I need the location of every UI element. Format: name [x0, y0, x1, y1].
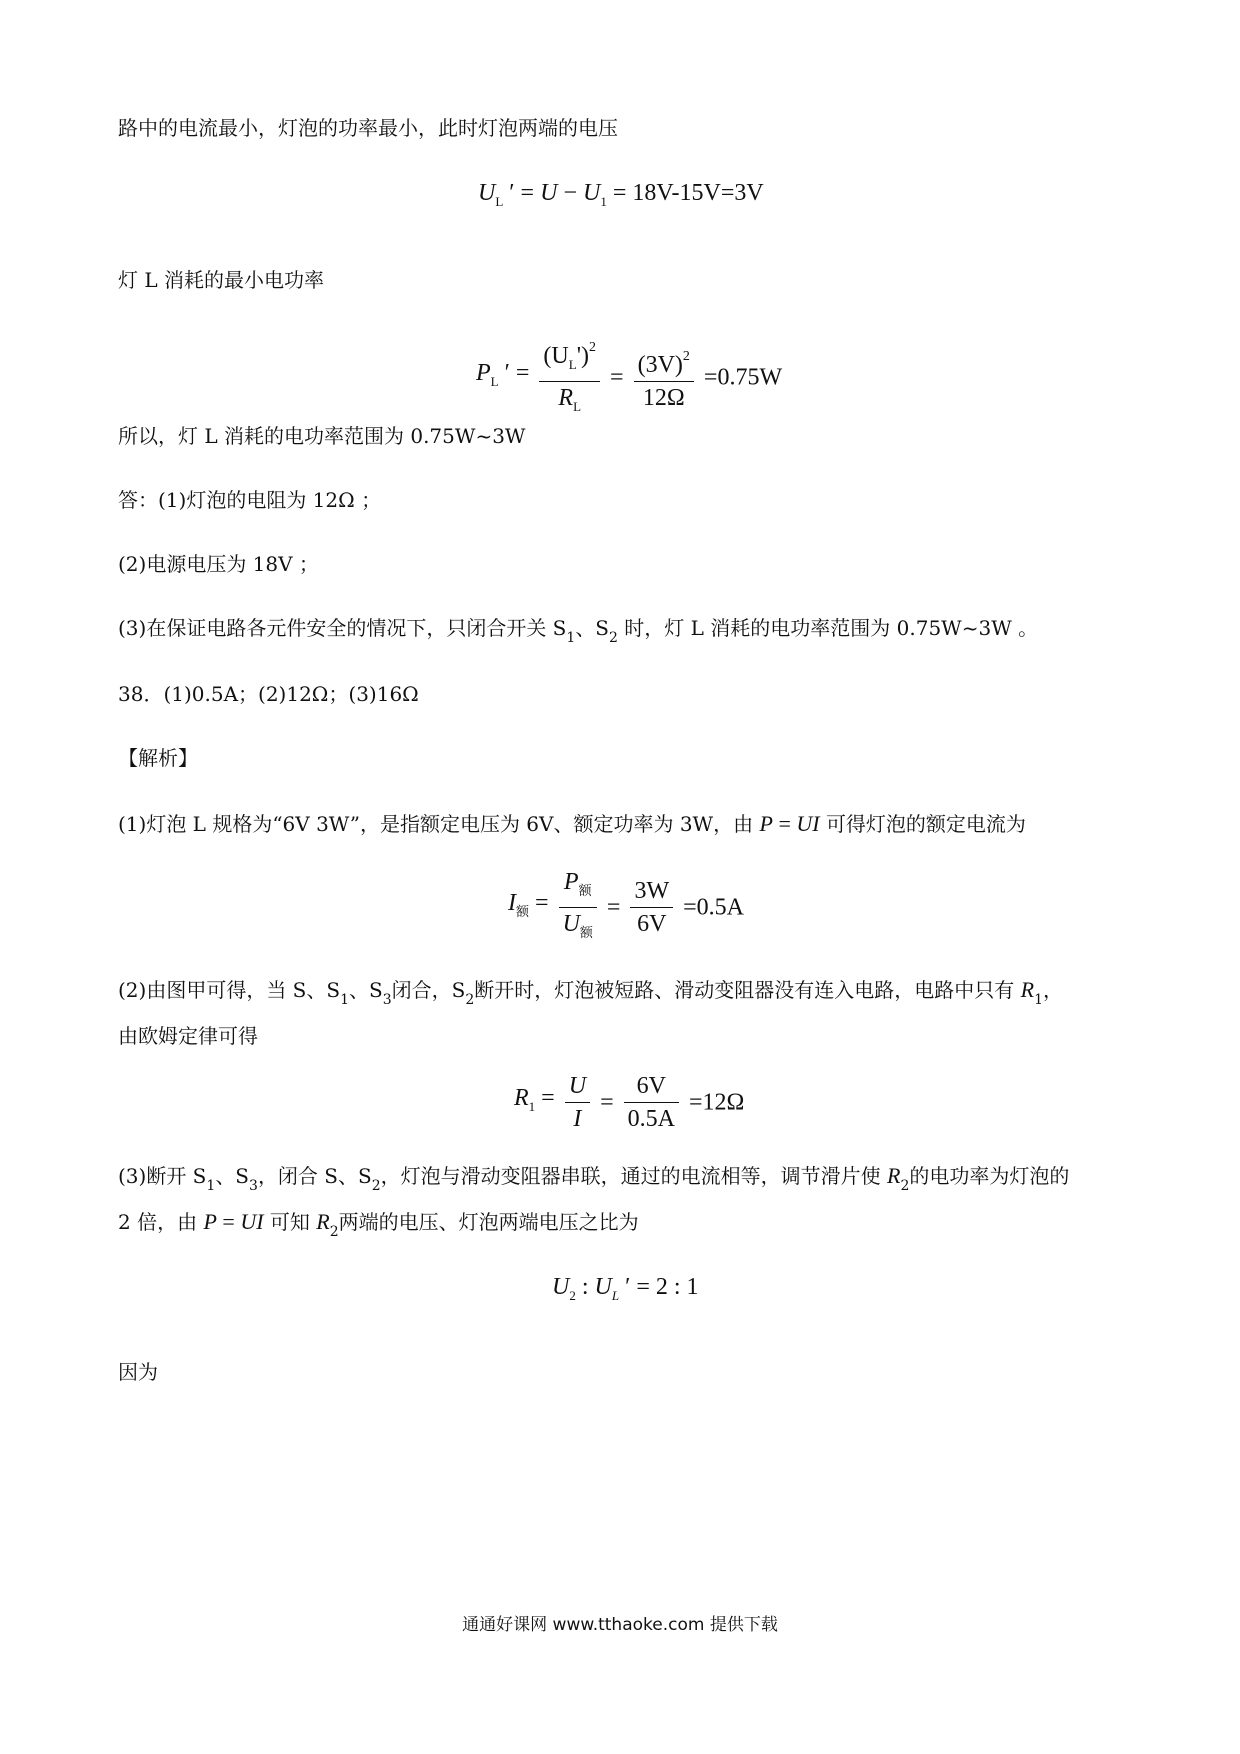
- page-footer: 通通好课网 www.tthaoke.com 提供下载: [462, 1615, 778, 1635]
- text-line-12: (3)断开 $S_1$、$S_3$，闭合 S、$S_2$，灯泡与滑动变阻器串联，通过的电流相等，调节滑片使 $R_2$的电功率为灯泡的: [118, 1163, 1070, 1194]
- text-line-14: 因为: [118, 1360, 158, 1384]
- text-line-2: 灯 L 消耗的最小电功率: [118, 268, 324, 292]
- answer-38: 38．(1)0.5A；(2)12Ω；(3)16Ω: [118, 682, 419, 706]
- equation-pl-prime: $P_L$ ′ = $\frac{(U_L')^2}{R_L}$ = $\frac{(3V)^2}{12\Omega}$ =0.75W: [476, 334, 782, 421]
- equation-r1: $R_1$ = $\frac{U}{I}$ = $\frac{6V}{0.5A}$ =12Ω: [514, 1073, 745, 1132]
- text-line-11: 由欧姆定律可得: [118, 1024, 258, 1048]
- text-line-5: (2)电源电压为 18V ；: [118, 552, 319, 576]
- equation-rated-current: $I_额$ = $\frac{P_额}{U_额}$ = $\frac{3W}{6V}$ =0.5A: [508, 869, 744, 940]
- text-line-13: 2 倍，由 P = UI 可知 $R_2$两端的电压、灯泡两端电压之比为: [118, 1209, 639, 1240]
- text-line-1: 路中的电流最小，灯泡的功率最小，此时灯泡两端的电压: [118, 116, 618, 140]
- text-line-3: 所以，灯 L 消耗的电功率范围为 0.75W~3W: [118, 424, 526, 448]
- text-line-9: (1)灯泡 L 规格为“6V 3W”，是指额定电压为 6V、额定功率为 3W，由 P = UI 可得灯泡的额定电流为: [118, 811, 1026, 836]
- equation-ul-prime: $U_L$ ′ = $U - U_1 = 18V-15V=3V$: [478, 180, 764, 209]
- text-line-10: (2)由图甲可得，当 S、$S_1$、$S_3$闭合，$S_2$断开时，灯泡被短路、滑动变阻器没有连入电路，电路中只有 $R_1$，: [118, 977, 1063, 1008]
- text-line-6: (3)在保证电路各元件安全的情况下，只闭合开关 $S_1$、$S_2$ 时，灯 L 消耗的电功率范围为 0.75W~3W 。: [118, 616, 1039, 646]
- analysis-heading: 【解析】: [118, 746, 198, 770]
- text-line-4: 答：(1)灯泡的电阻为 12Ω ；: [118, 488, 382, 512]
- equation-voltage-ratio: $U_2$ : $U_L$ ′ = 2 : 1: [552, 1274, 699, 1303]
